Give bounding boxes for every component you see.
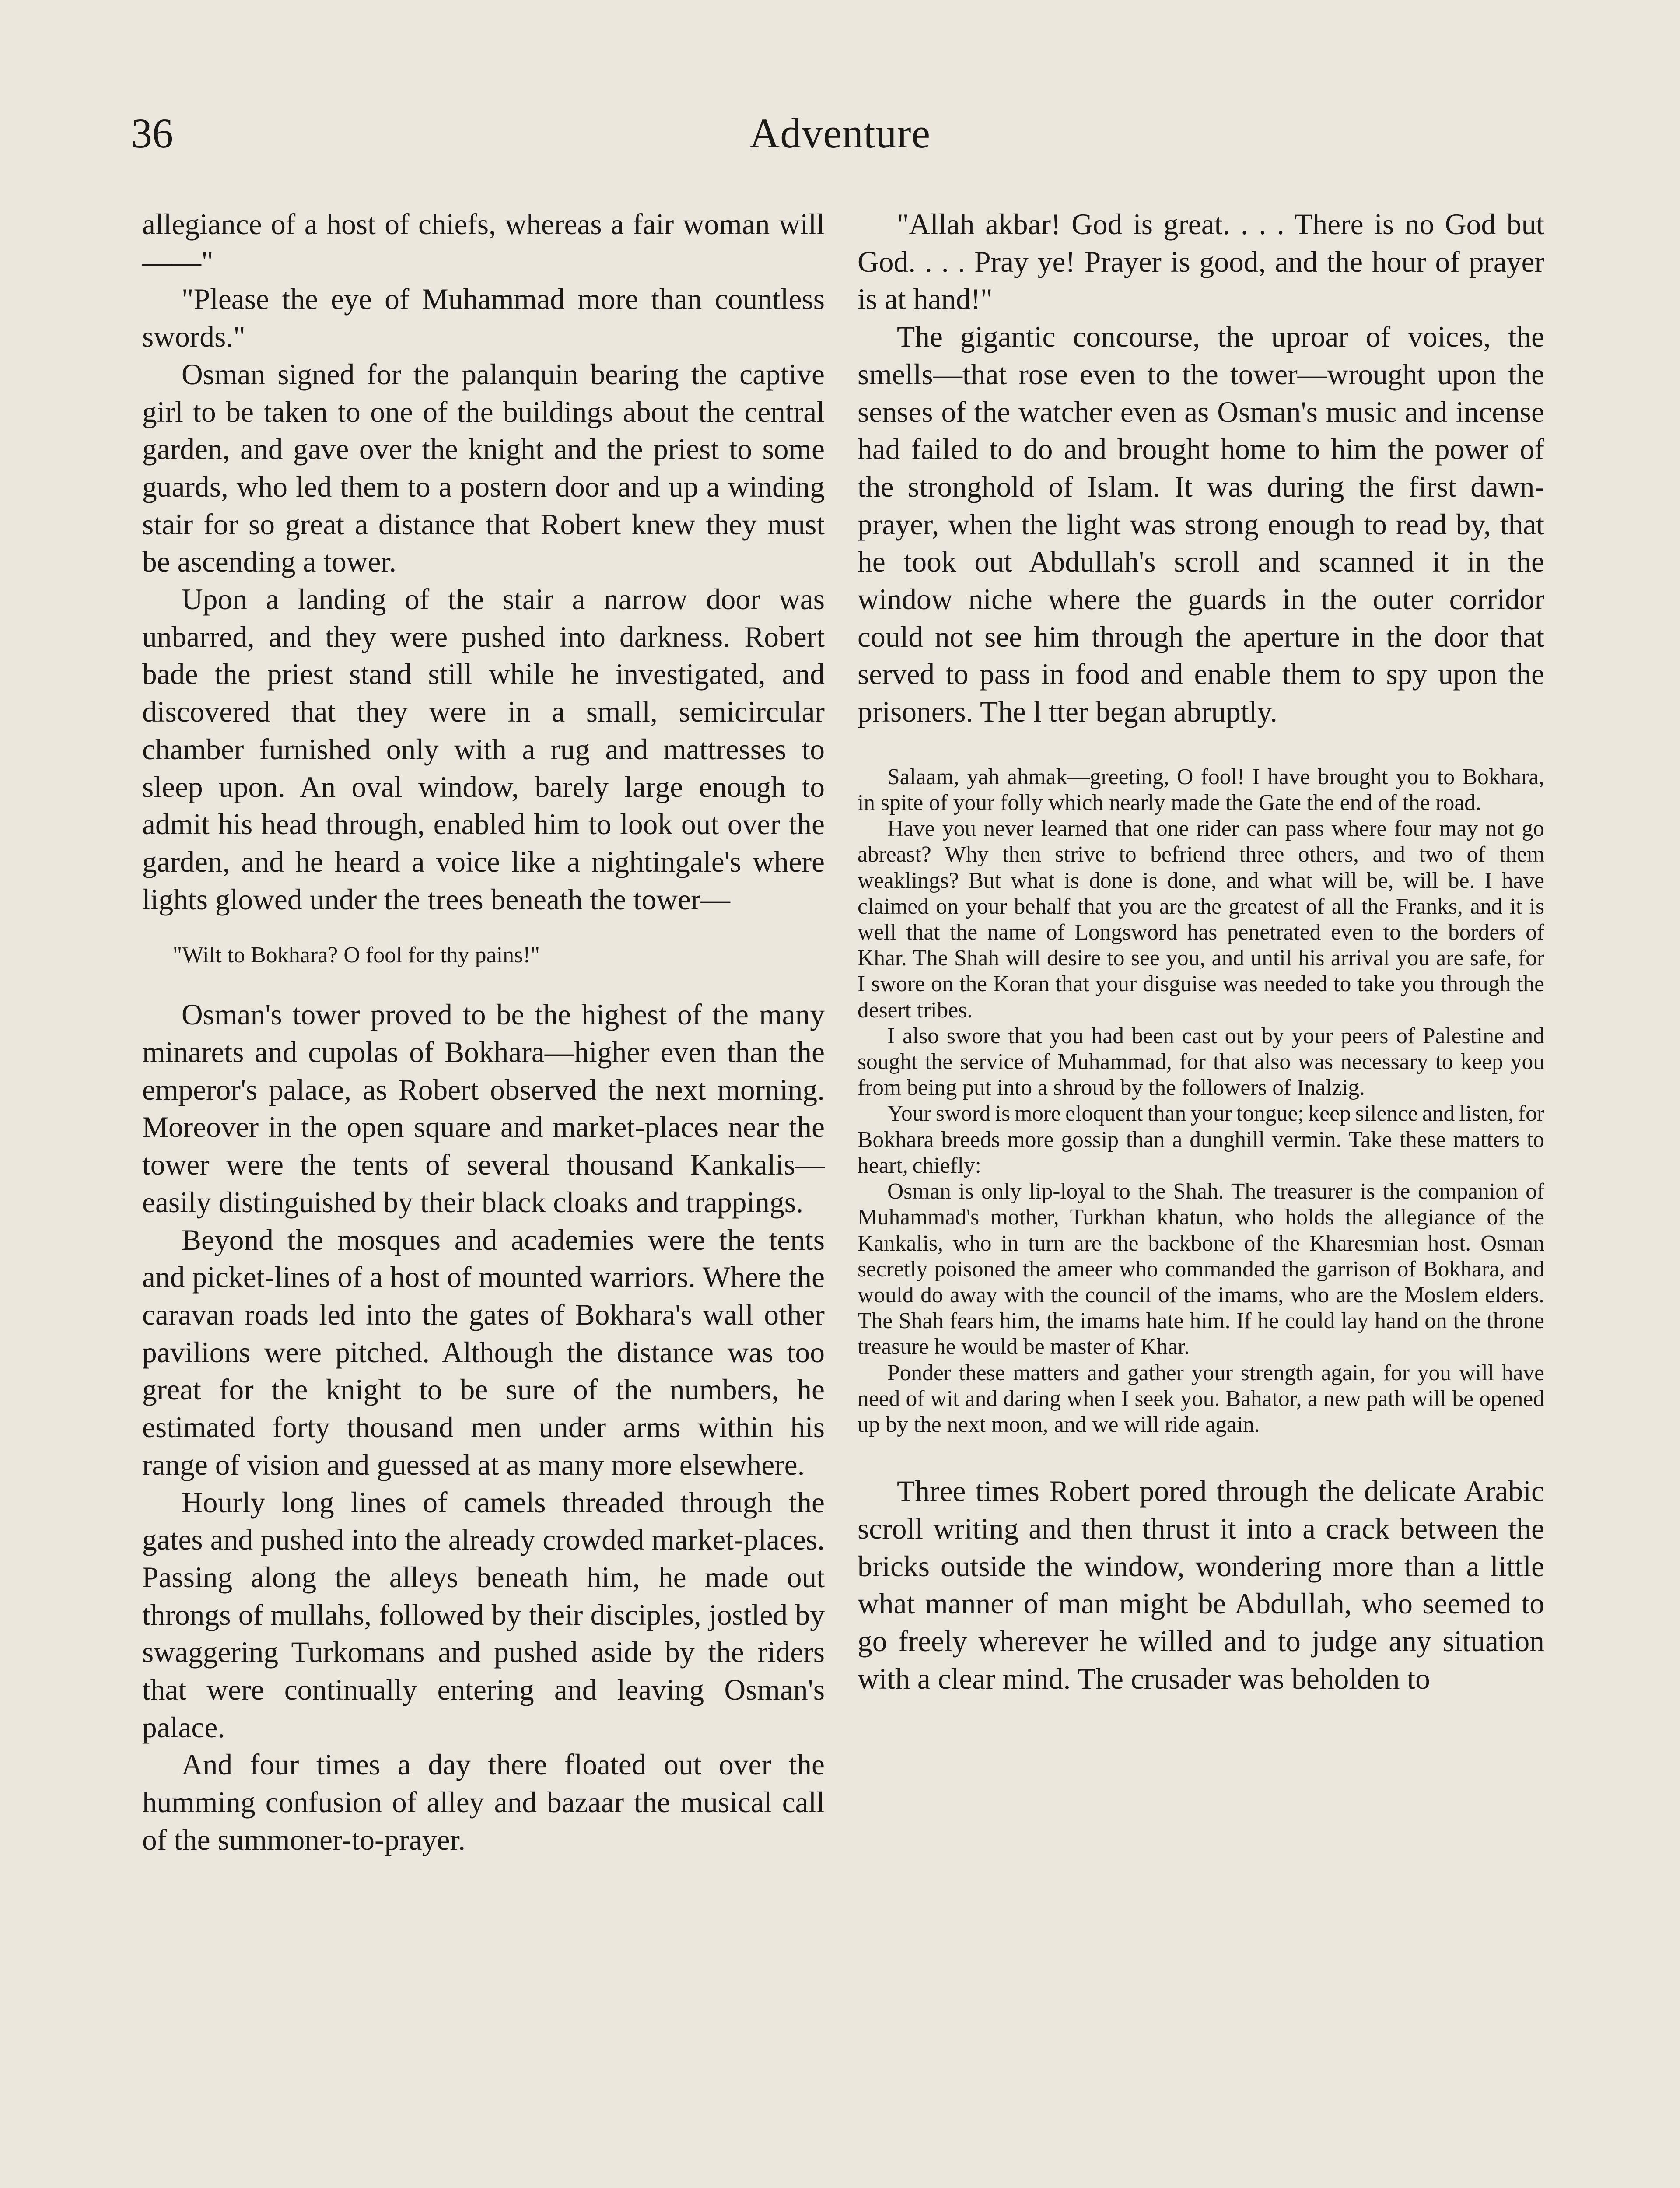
letter-paragraph: Salaam, yah ahmak—greeting, O fool! I have brought you to Bokhara, in spite of your folly which nearly made the Gate the end of the road.	[858, 764, 1544, 816]
paragraph: The gigantic concourse, the uproar of voices, the smells—that rose even to the tower—wrought upon the senses of the watcher even as Osman's music and incense had failed to do and brought home to him the power of the stronghold of Islam. It was during the first dawn-prayer, when the light was strong enough to read by, that he took out Abdullah's scroll and scanned it in the window niche where the guards in the outer corridor could not see him through the aperture in the door that served to pass in food and enable them to spy upon the prisoners. The l tter began abruptly.	[858, 320, 1544, 729]
paragraph: "Please the eye of Muhammad more than countless swords."	[142, 283, 825, 354]
paragraph: Beyond the mosques and academies were the tents and picket-lines of a host of mounted warriors. Where the caravan roads led into the gates of Bokhara's wall other pavilions were pitched. Although the distance was too great for the knight to be sure of the numbers, he estimated forty thousand men under arms within his range of vision and guessed at as many more elsewhere.	[142, 1223, 825, 1481]
paragraph: "Allah akbar! God is great. . . . There is no God but God. . . . Pray ye! Prayer is good, and the hour of prayer is at hand!"	[858, 208, 1544, 316]
paragraph: Osman signed for the palanquin bearing the captive girl to be taken to one of the buildings about the central garden, and gave over the knight and the priest to some guards, who led them to a postern door and up a winding stair for so great a distance that Robert knew they must be ascending a tower.	[142, 358, 825, 579]
paragraph: Upon a landing of the stair a narrow door was unbarred, and they were pushed into darkness. Robert bade the priest stand still while he investigated, and discovered that they were in a small, semicircular chamber furnished only with a rug and mattresses to sleep upon. An oval window, barely large enough to admit his head through, enabled him to look out over the garden, and he heard a voice like a nightingale's where lights glowed under the trees beneath the tower—	[142, 583, 825, 916]
letter-paragraph: Ponder these matters and gather your strength again, for you will have need of wit and daring when I seek you. Bahator, a new path will be opened up by the next moon, and we will ride again.	[858, 1360, 1544, 1437]
page-number: 36	[131, 110, 173, 157]
song-verse: "Wilt to Bokhara? O fool for thy pains!"	[173, 943, 540, 968]
left-column	[142, 206, 825, 1859]
page-header	[131, 107, 1549, 164]
letter-paragraph: Have you never learned that one rider can pass where four may not go abreast? Why then strive to befriend three others, and two of them weaklings? But what is done is done, and what will be, will be. I have claimed on your behalf that you are the greatest of all the Franks, and it is well that the name of Longsword has penetrated even to the borders of Khar. The Shah will desire to see you, and until his arrival you are safe, for I swore on the Koran that your disguise was needed to take you through the desert tribes.	[858, 816, 1544, 1023]
paragraph: Osman's tower proved to be the highest of the many minarets and cupolas of Bokhara—higher even than the emperor's palace, as Robert observed the next morning. Moreover in the open square and market-places near the tower were the tents of several thousand Kankalis—easily distinguished by their black cloaks and trappings.	[142, 998, 825, 1219]
letter-paragraph: I also swore that you had been cast out by your peers of Palestine and sought the service of Muhammad, for that also was necessary to keep you from being put into a shroud by the followers of Inalzig.	[858, 1023, 1544, 1101]
letter-paragraph: Osman is only lip-loyal to the Shah. The treasurer is the companion of Muhammad's mother, Turkhan khatun, who holds the allegiance of the Kankalis, who in turn are the backbone of the Kharesmian host. Osman secretly poisoned the ameer who commanded the garrison of Bokhara, and would do away with the council of the imams, who are the Moslem elders. The Shah fears him, the imams hate him. If he could lay hand on the throne treasure he would be master of Khar.	[858, 1179, 1544, 1360]
paragraph: Three times Robert pored through the delicate Arabic scroll writing and then thrust it into a crack between the bricks outside the window, wondering more than a little what manner of man might be Abdullah, who seemed to go freely wherever he willed and to judge any situation with a clear mind. The crusader was beholden to	[858, 1475, 1544, 1695]
right-column	[858, 206, 1544, 1697]
paragraph: allegiance of a host of chiefs, whereas a fair woman will——"	[142, 208, 825, 278]
paragraph: And four times a day there floated out over the humming confusion of alley and bazaar the musical call of the summoner-to-prayer.	[142, 1748, 825, 1856]
letter-paragraph: Your sword is more eloquent than your tongue; keep silence and listen, for Bokhara breeds more gossip than a dunghill vermin. Take these matters to heart, chiefly:	[858, 1101, 1544, 1178]
abdullah-letter	[858, 764, 1544, 1438]
paragraph: Hourly long lines of camels threaded through the gates and pushed into the already crowded market-places. Passing along the alleys beneath him, he made out throngs of mullahs, followed by their disciples, jostled by swaggering Turkomans and pushed aside by the riders that were continually entering and leaving Osman's palace.	[142, 1486, 825, 1744]
magazine-title: Adventure	[749, 110, 931, 157]
